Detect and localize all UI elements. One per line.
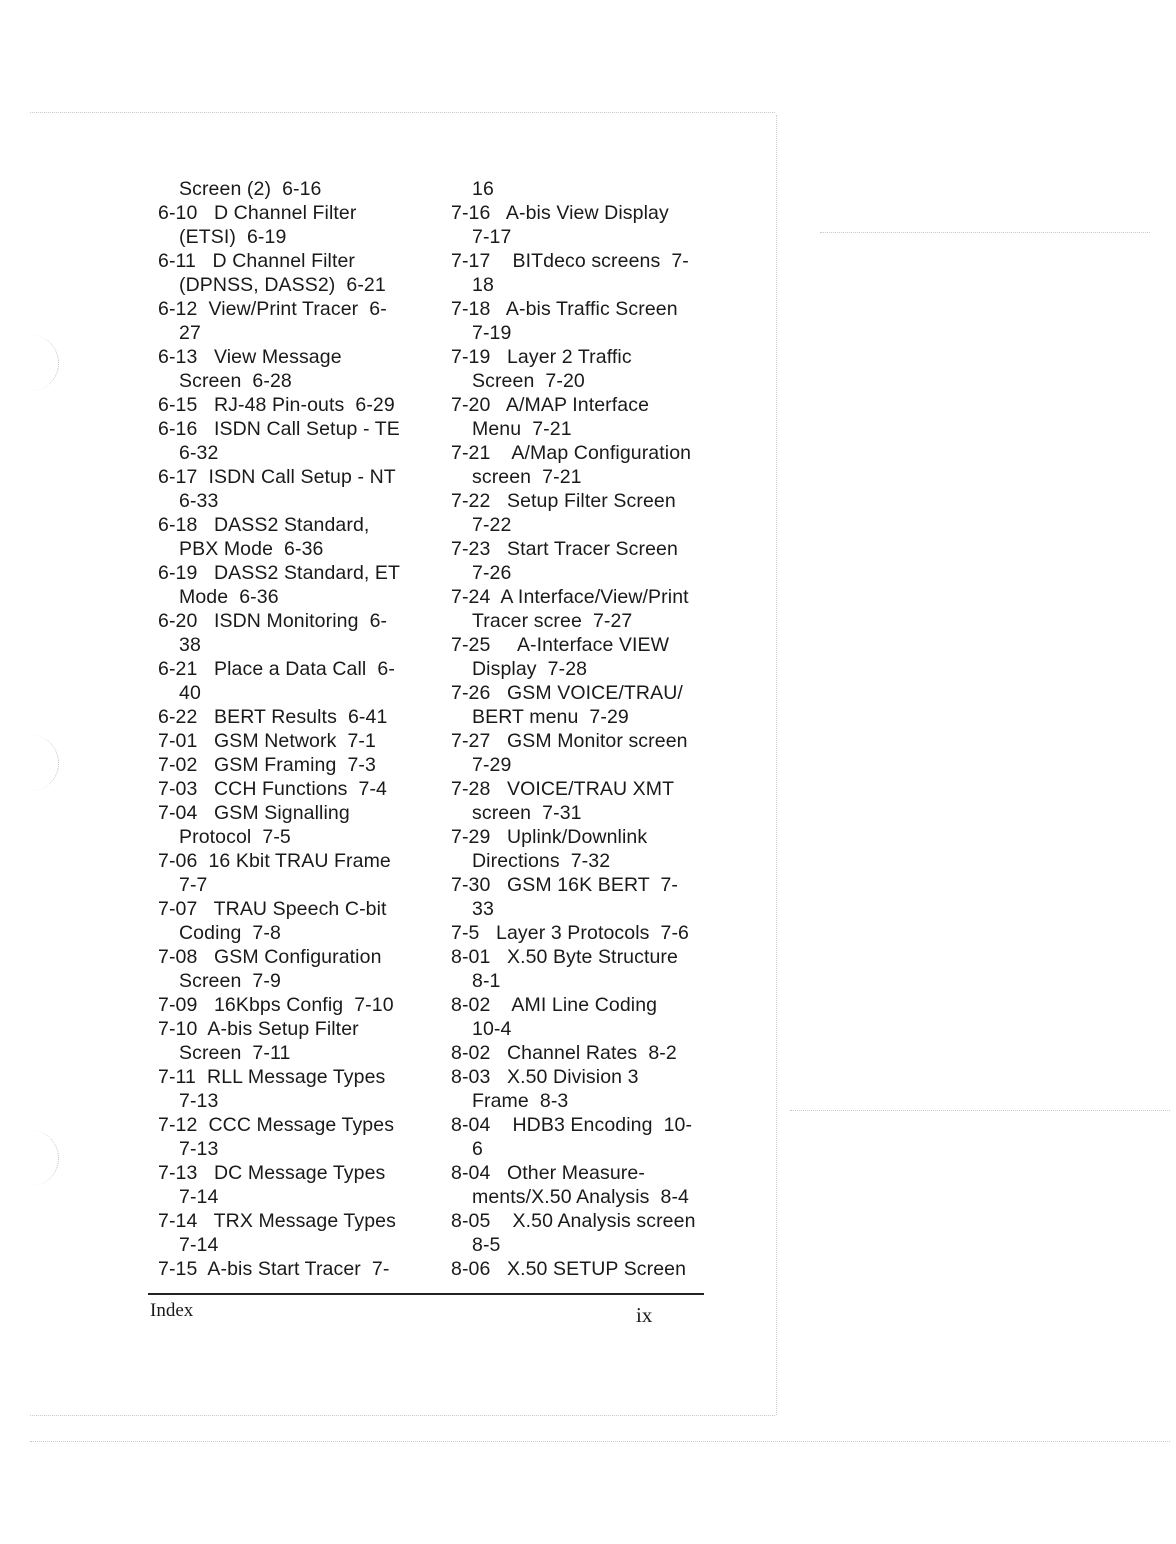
- index-entry: [451, 681, 751, 729]
- index-entry: [158, 417, 448, 465]
- index-entry: [451, 1209, 751, 1257]
- index-entry-text: 7-16 A-bis View Display: [451, 202, 669, 224]
- index-entry: [451, 537, 751, 585]
- index-entry-text: 7-04 GSM Signalling: [158, 802, 350, 824]
- page-number: ix: [636, 1303, 653, 1327]
- index-entry-continuation: 7-22: [472, 514, 512, 536]
- index-entry-continuation: 7-17: [472, 226, 512, 248]
- index-entry-text: 7-19 Layer 2 Traffic: [451, 346, 632, 368]
- index-entry-text: 6-22 BERT Results 6-41: [158, 706, 388, 728]
- index-entry: [158, 297, 448, 345]
- index-entry-text: 8-01 X.50 Byte Structure: [451, 946, 678, 968]
- index-entry-continuation: Display 7-28: [472, 658, 588, 680]
- index-entry-text: 7-23 Start Tracer Screen: [451, 538, 678, 560]
- index-entry: [158, 897, 448, 945]
- index-entry-continuation: 33: [472, 898, 494, 920]
- index-entry-continuation: 7-19: [472, 322, 512, 344]
- index-entry: [158, 993, 448, 1017]
- index-entry-continuation: 8-5: [472, 1234, 501, 1256]
- index-entry: [158, 393, 448, 417]
- index-entry-text: 6-10 D Channel Filter: [158, 202, 357, 224]
- footer-section-title: Index: [150, 1300, 194, 1321]
- index-entry-text: 8-05 X.50 Analysis screen: [451, 1210, 696, 1232]
- index-entry: [451, 873, 751, 921]
- index-entry: [451, 1257, 751, 1281]
- index-entry: [158, 1161, 448, 1209]
- index-entry: [451, 393, 751, 441]
- index-entry-text: 7-5 Layer 3 Protocols 7-6: [451, 922, 689, 944]
- index-entry: [451, 441, 751, 489]
- index-entry: [158, 201, 448, 249]
- index-entry-text: 6-11 D Channel Filter: [158, 250, 356, 272]
- index-entry: [451, 489, 751, 537]
- index-column-right: [451, 177, 751, 1281]
- index-entry: [158, 1017, 448, 1065]
- index-entry-text: Screen (2) 6-16: [179, 178, 322, 200]
- index-entry-text: 7-20 A/MAP Interface: [451, 394, 650, 416]
- index-entry-text: 7-28 VOICE/TRAU XMT: [451, 778, 675, 800]
- punch-hole-middle: [18, 735, 59, 791]
- index-entry-continuation: Screen 7-11: [179, 1042, 291, 1064]
- index-entry: [451, 201, 751, 249]
- index-entry: [451, 1065, 751, 1113]
- index-entry: [158, 753, 448, 777]
- index-entry: [451, 1161, 751, 1209]
- index-entry: [451, 633, 751, 681]
- scan-edge-bottom: [30, 1415, 775, 1416]
- index-entry: [158, 1209, 448, 1257]
- index-entry-text: 8-03 X.50 Division 3: [451, 1066, 639, 1088]
- index-entry-text: 7-08 GSM Configuration: [158, 946, 382, 968]
- index-entry-text: 7-18 A-bis Traffic Screen: [451, 298, 678, 320]
- index-entry-continuation: 7-29: [472, 754, 512, 776]
- index-entry-text: 6-16 ISDN Call Setup - TE: [158, 418, 400, 440]
- scan-edge-mid-right: [790, 1110, 1170, 1111]
- index-entry-text: 16: [472, 178, 494, 200]
- index-entry-continuation: 7-7: [179, 874, 208, 896]
- index-entry-continuation: 38: [179, 634, 201, 656]
- index-entry: [158, 849, 448, 897]
- index-entry-text: 8-04 HDB3 Encoding 10-: [451, 1114, 693, 1136]
- index-entry: [451, 993, 751, 1041]
- index-entry: [158, 657, 448, 705]
- index-entry-text: 6-21 Place a Data Call 6-: [158, 658, 395, 680]
- index-entry-text: 7-27 GSM Monitor screen: [451, 730, 688, 752]
- index-entry-text: 6-15 RJ-48 Pin-outs 6-29: [158, 394, 395, 416]
- index-entry-continuation: 27: [179, 322, 201, 344]
- index-entry-text: 7-01 GSM Network 7-1: [158, 730, 376, 752]
- index-entry-continuation: Frame 8-3: [472, 1090, 569, 1112]
- index-entry-text: 8-06 X.50 SETUP Screen: [451, 1258, 687, 1280]
- index-entry-text: 7-10 A-bis Setup Filter: [158, 1018, 359, 1040]
- index-entry-continuation: Screen 7-20: [472, 370, 585, 392]
- index-entry: [158, 609, 448, 657]
- index-entry-continuation: (ETSI) 6-19: [179, 226, 287, 248]
- index-entry-text: 6-19 DASS2 Standard, ET: [158, 562, 401, 584]
- index-entry-continuation: 7-26: [472, 562, 512, 584]
- index-entry-text: 7-09 16Kbps Config 7-10: [158, 994, 394, 1016]
- index-entry-continuation: screen 7-31: [472, 802, 582, 824]
- index-entry-continuation: screen 7-21: [472, 466, 582, 488]
- index-entry-text: 7-07 TRAU Speech C-bit: [158, 898, 387, 920]
- index-entry-continuation: Tracer scree 7-27: [472, 610, 633, 632]
- index-entry-continuation: Menu 7-21: [472, 418, 572, 440]
- index-entry-text: 7-29 Uplink/Downlink: [451, 826, 648, 848]
- index-entry-text: 7-24 A Interface/View/Print: [451, 586, 689, 608]
- index-entry-text: 7-30 GSM 16K BERT 7-: [451, 874, 679, 896]
- punch-hole-bottom: [18, 1130, 59, 1186]
- index-entry-text: 7-03 CCH Functions 7-4: [158, 778, 388, 800]
- index-entry: [451, 249, 751, 297]
- index-entry-text: 7-25 A-Interface VIEW: [451, 634, 670, 656]
- index-entry-text: 6-17 ISDN Call Setup - NT: [158, 466, 396, 488]
- index-entry-continuation: Coding 7-8: [179, 922, 281, 944]
- index-entry: [158, 945, 448, 993]
- index-entry: [451, 177, 751, 201]
- index-entry: [158, 465, 448, 513]
- index-entry: [158, 1065, 448, 1113]
- footer-rule: [148, 1293, 704, 1295]
- index-entry-continuation: 10-4: [472, 1018, 512, 1040]
- index-entry-continuation: 7-14: [179, 1234, 219, 1256]
- index-entry: [158, 705, 448, 729]
- index-entry: [158, 1257, 448, 1281]
- index-entry-continuation: 7-13: [179, 1138, 219, 1160]
- index-entry-text: 7-22 Setup Filter Screen: [451, 490, 676, 512]
- index-entry-continuation: Directions 7-32: [472, 850, 611, 872]
- scan-edge-right: [776, 115, 777, 1415]
- index-entry-continuation: Protocol 7-5: [179, 826, 291, 848]
- index-entry: [451, 825, 751, 873]
- index-entry-text: 6-18 DASS2 Standard,: [158, 514, 370, 536]
- index-entry: [451, 921, 751, 945]
- index-entry: [451, 1113, 751, 1161]
- index-entry: [158, 777, 448, 801]
- index-entry-text: 7-11 RLL Message Types: [158, 1066, 386, 1088]
- index-entry: [451, 945, 751, 993]
- index-entry-text: 7-21 A/Map Configuration: [451, 442, 692, 464]
- index-entry-continuation: PBX Mode 6-36: [179, 538, 324, 560]
- index-entry: [158, 249, 448, 297]
- index-entry-text: 7-26 GSM VOICE/TRAU/: [451, 682, 683, 704]
- scan-edge-top: [30, 112, 775, 113]
- index-entry-continuation: (DPNSS, DASS2) 6-21: [179, 274, 386, 296]
- index-entry-text: 7-12 CCC Message Types: [158, 1114, 395, 1136]
- index-entry-continuation: 6-32: [179, 442, 219, 464]
- index-entry-continuation: 18: [472, 274, 494, 296]
- index-entry: [451, 297, 751, 345]
- index-entry: [451, 729, 751, 777]
- index-entry: [158, 801, 448, 849]
- index-entry: [158, 345, 448, 393]
- index-entry: [451, 345, 751, 393]
- index-entry-text: 7-02 GSM Framing 7-3: [158, 754, 376, 776]
- index-entry: [158, 729, 448, 753]
- index-entry-text: 6-13 View Message: [158, 346, 342, 368]
- index-entry: [158, 177, 448, 201]
- index-entry-text: 6-12 View/Print Tracer 6-: [158, 298, 387, 320]
- index-column-left: [158, 177, 448, 1281]
- index-entry-text: 7-13 DC Message Types: [158, 1162, 386, 1184]
- index-entry-continuation: BERT menu 7-29: [472, 706, 629, 728]
- index-entry-continuation: 8-1: [472, 970, 501, 992]
- index-entry-text: 8-02 AMI Line Coding: [451, 994, 658, 1016]
- index-entry: [158, 513, 448, 561]
- index-entry: [451, 585, 751, 633]
- index-entry-continuation: 40: [179, 682, 201, 704]
- punch-hole-top: [18, 335, 59, 391]
- index-entry-continuation: Screen 7-9: [179, 970, 281, 992]
- index-entry-continuation: 7-13: [179, 1090, 219, 1112]
- index-entry-text: 7-14 TRX Message Types: [158, 1210, 396, 1232]
- scan-edge-lower: [30, 1441, 1170, 1442]
- index-entry-text: 7-17 BITdeco screens 7-: [451, 250, 689, 272]
- index-entry-text: 8-02 Channel Rates 8-2: [451, 1042, 677, 1064]
- index-entry-continuation: 6-33: [179, 490, 219, 512]
- index-entry-continuation: Mode 6-36: [179, 586, 279, 608]
- index-entry: [451, 777, 751, 825]
- index-entry: [158, 561, 448, 609]
- index-entry-continuation: Screen 6-28: [179, 370, 292, 392]
- index-entry-text: 7-06 16 Kbit TRAU Frame: [158, 850, 391, 872]
- index-entry-continuation: 7-14: [179, 1186, 219, 1208]
- index-entry: [451, 1041, 751, 1065]
- index-entry-text: 7-15 A-bis Start Tracer 7-: [158, 1258, 390, 1280]
- index-entry: [158, 1113, 448, 1161]
- index-entry-text: 6-20 ISDN Monitoring 6-: [158, 610, 388, 632]
- index-entry-continuation: ments/X.50 Analysis 8-4: [472, 1186, 690, 1208]
- index-entry-continuation: 6: [472, 1138, 483, 1160]
- index-entry-text: 8-04 Other Measure-: [451, 1162, 645, 1184]
- scan-edge-upper-right: [820, 232, 1150, 233]
